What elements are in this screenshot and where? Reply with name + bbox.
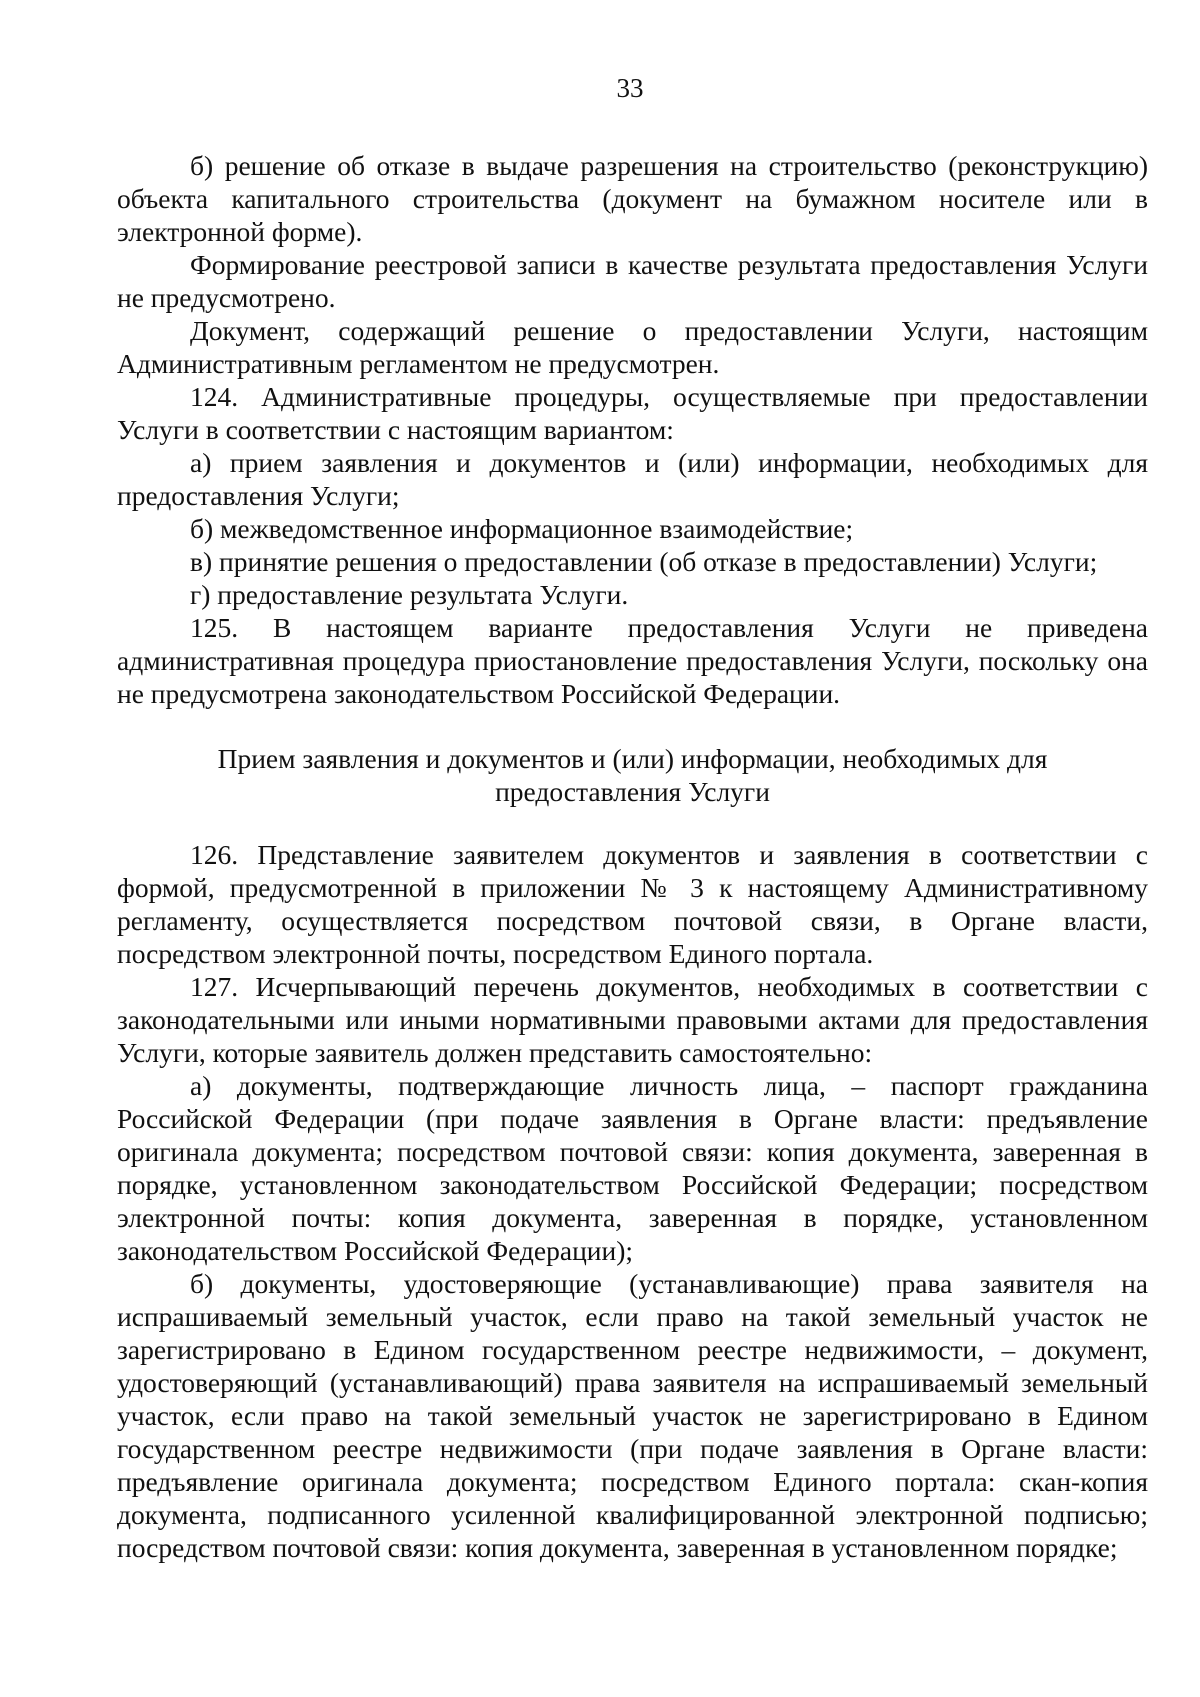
paragraph-result-refusal: б) решение об отказе в выдаче разрешения на строительство (реконструкцию) объекта капитального строительства (документ на бумажном носителе или в электронной форме).: [117, 150, 1148, 247]
list-item-124d: г) предоставление результата Услуги.: [190, 579, 629, 610]
list-item-127b: б) документы, удостоверяющие (устанавливающие) права заявителя на испрашиваемый земельный участок, если право на такой земельный участок не зарегистрировано в Едином государственном реестре недвижимости, – документ, удостоверяющий (устанавливающий) права заявителя на испрашиваемый земельный участок, если право на такой земельный участок не зарегистрировано в Едином государственном реестре недвижимости (при подаче заявления в Органе власти: предъявление оригинала документа; посредством Единого портала: скан-копия документа, подписанного усиленной квалифицированной электронной подписью; посредством почтовой связи: копия документа, заверенная в установленном порядке;: [117, 1268, 1148, 1563]
list-item-124b: б) межведомственное информационное взаимодействие;: [190, 513, 854, 544]
paragraph-127: 127. Исчерпывающий перечень документов, необходимых в соответствии с законодательными или иными нормативными правовыми актами для предоставления Услуги, которые заявитель должен представить самостоятельно:: [117, 971, 1148, 1068]
section-heading: [117, 742, 1148, 808]
paragraph-125: 125. В настоящем варианте предоставления Услуги не приведена административная процедура приостановление предоставления Услуги, поскольку она не предусмотрена законодательством Российской Федерации.: [117, 612, 1148, 709]
paragraph-registry-record: Формирование реестровой записи в качестве результата предоставления Услуги не предусмотрено.: [117, 249, 1148, 313]
page-number: 33: [616, 73, 644, 103]
paragraph-124: 124. Административные процедуры, осуществляемые при предоставлении Услуги в соответствии с настоящим вариантом:: [117, 381, 1148, 445]
document-body: [117, 149, 1148, 1564]
section-heading-line-2: предоставления Услуги: [495, 776, 770, 807]
list-item-127a: а) документы, подтверждающие личность лица, – паспорт гражданина Российской Федерации (при подаче заявления в Органе власти: предъявление оригинала документа; посредством почтовой связи: копия документа, заверенная в порядке, установленном законодательством Российской Федерации; посредством электронной почты: копия документа, заверенная в порядке, установленном законодательством Российской Федерации);: [117, 1070, 1148, 1266]
section-heading-line-1: Прием заявления и документов и (или) информации, необходимых для: [217, 743, 1048, 774]
list-item-124c: в) принятие решения о предоставлении (об отказе в предоставлении) Услуги;: [190, 546, 1098, 577]
paragraph-decision-document: Документ, содержащий решение о предоставлении Услуги, настоящим Административным регламентом не предусмотрен.: [117, 315, 1148, 379]
paragraph-126: 126. Представление заявителем документов и заявления в соответствии с формой, предусмотренной в приложении № 3 к настоящему Административному регламенту, осуществляется посредством почтовой связи, в Органе власти, посредством электронной почты, посредством Единого портала.: [117, 839, 1148, 969]
list-item-124a: а) прием заявления и документов и (или) информации, необходимых для предоставления Услуги;: [117, 447, 1148, 511]
